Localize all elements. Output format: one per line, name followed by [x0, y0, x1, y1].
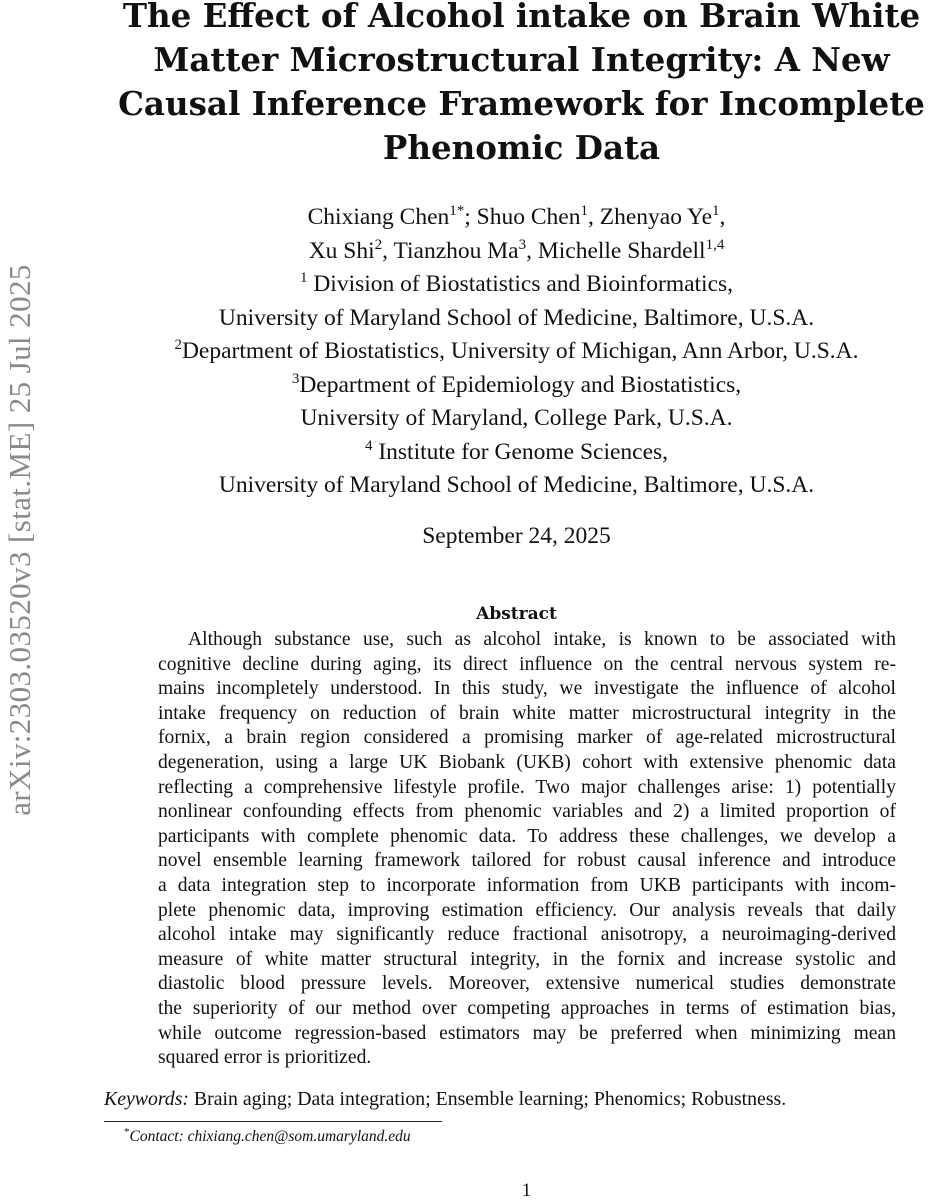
keywords-text: Brain aging; Data integration; Ensemble learning; Phenomics; Robustness. — [188, 1088, 787, 1110]
abstract-line: intake frequency on reduction of brain white matter microstructural integrity in the — [158, 702, 896, 724]
abstract-line: the superiority of our method over competing approaches in terms of estimation bias, — [158, 997, 896, 1019]
title-line: Causal Inference Framework for Incomplete — [118, 84, 925, 123]
author-affiliation-marker: 3 — [518, 236, 527, 253]
arxiv-identifier: arXiv:2303.03520v3 [stat.ME] 25 Jul 2025 — [2, 264, 38, 816]
abstract-line: mains incompletely understood. In this study, we investigate the influence of alcohol — [158, 678, 896, 700]
affiliation-marker: 3 — [291, 370, 300, 387]
title-line: The Effect of Alcohol intake on Brain White — [122, 0, 921, 35]
abstract-line: alcohol intake may significantly reduce fractional anisotropy, a neuroimaging-derived — [158, 924, 896, 946]
author-name: ; Shuo Chen — [464, 204, 581, 230]
abstract-line: participants with complete phenomic data. To address these challenges, we develop a — [158, 825, 896, 847]
paper-title — [100, 0, 943, 170]
affiliation-4-cont: University of Maryland School of Medicine, Baltimore, U.S.A. — [218, 472, 815, 498]
contact-footnote — [124, 1128, 411, 1146]
title-line: Matter Microstructural Integrity: A New — [153, 40, 890, 79]
title-line: Phenomic Data — [382, 128, 661, 167]
page-number: 1 — [521, 1180, 532, 1201]
abstract-line: Although substance use, such as alcohol intake, is known to be associated with — [188, 629, 896, 650]
affiliation-text: Department of Epidemiology and Biostatistics, — [299, 371, 742, 398]
affiliation-2 — [100, 335, 933, 369]
publication-date: September 24, 2025 — [422, 523, 611, 549]
affiliation-text: Division of Biostatistics and Bioinformatics, — [307, 271, 734, 297]
affiliation-text: Department of Biostatistics, University of Michigan, Ann Arbor, U.S.A. — [181, 338, 859, 364]
keywords — [104, 1088, 786, 1111]
keywords-label: Keywords: — [104, 1088, 189, 1110]
abstract-body — [158, 628, 896, 1071]
affiliation-marker: 2 — [174, 337, 182, 353]
affiliation-1-cont: University of Maryland School of Medicine, Baltimore, U.S.A. — [218, 304, 815, 331]
abstract-heading: Abstract — [476, 604, 557, 624]
author-name: Chixiang Chen — [307, 204, 450, 230]
author-affiliation-marker: 1* — [449, 203, 465, 219]
affiliation-3-cont: University of Maryland, College Park, U.S.A. — [300, 405, 733, 431]
author-separator: , — [719, 204, 726, 230]
abstract-line: plete phenomic data, improving estimation efficiency. Our analysis reveals that daily — [158, 899, 896, 921]
footnote-marker: * — [124, 1126, 130, 1138]
author-affiliation-marker: 1 — [580, 203, 588, 219]
footnote-divider — [104, 1121, 442, 1122]
abstract-line: nonlinear confounding effects from phenomic variables and 2) a limited proportion of — [158, 801, 896, 823]
author-line-1 — [100, 201, 933, 235]
affiliation-4 — [100, 436, 933, 470]
abstract-line: diastolic blood pressure levels. Moreover, extensive numerical studies demonstrate — [158, 973, 896, 995]
abstract-line: reflecting a comprehensive lifestyle profile. Two major challenges arise: 1) potentially — [158, 776, 896, 798]
abstract-line: squared error is prioritized. — [158, 1047, 372, 1069]
affiliation-3 — [100, 369, 933, 403]
abstract-line: fornix, a brain region considered a promising marker of age-related microstructural — [158, 727, 896, 749]
affiliation-marker: 4 — [364, 437, 373, 454]
abstract-line: novel ensemble learning framework tailored for robust causal inference and introduce — [158, 850, 896, 872]
affiliation-marker: 1 — [299, 270, 308, 286]
footnote-text: Contact: chixiang.chen@som.umaryland.edu — [129, 1128, 411, 1145]
author-line-2 — [100, 235, 933, 269]
author-block — [100, 201, 933, 503]
affiliation-text: Institute for Genome Sciences, — [372, 438, 669, 465]
abstract-line: measure of white matter structural integrity, in the fornix and increase systolic and — [158, 948, 896, 970]
author-name: , Zhenyao Ye — [587, 204, 713, 230]
author-affiliation-marker: 2 — [374, 236, 383, 253]
abstract-line: while outcome regression-based estimators may be preferred when minimizing mean — [158, 1022, 896, 1044]
abstract-line: degeneration, using a large UK Biobank (UKB) cohort with extensive phenomic data — [158, 751, 896, 773]
arxiv-sidebar — [2, 220, 38, 860]
abstract-line: a data integration step to incorporate information from UKB participants with incom- — [158, 874, 896, 896]
affiliation-1 — [100, 268, 933, 302]
abstract-line: cognitive decline during aging, its direct influence on the central nervous system re- — [158, 653, 896, 675]
author-affiliation-marker: 1,4 — [705, 236, 725, 253]
author-name: , Michelle Shardell — [526, 237, 706, 264]
author-name: Xu Shi — [308, 237, 375, 264]
author-affiliation-marker: 1 — [712, 203, 720, 219]
author-name: , Tianzhou Ma — [382, 237, 519, 264]
